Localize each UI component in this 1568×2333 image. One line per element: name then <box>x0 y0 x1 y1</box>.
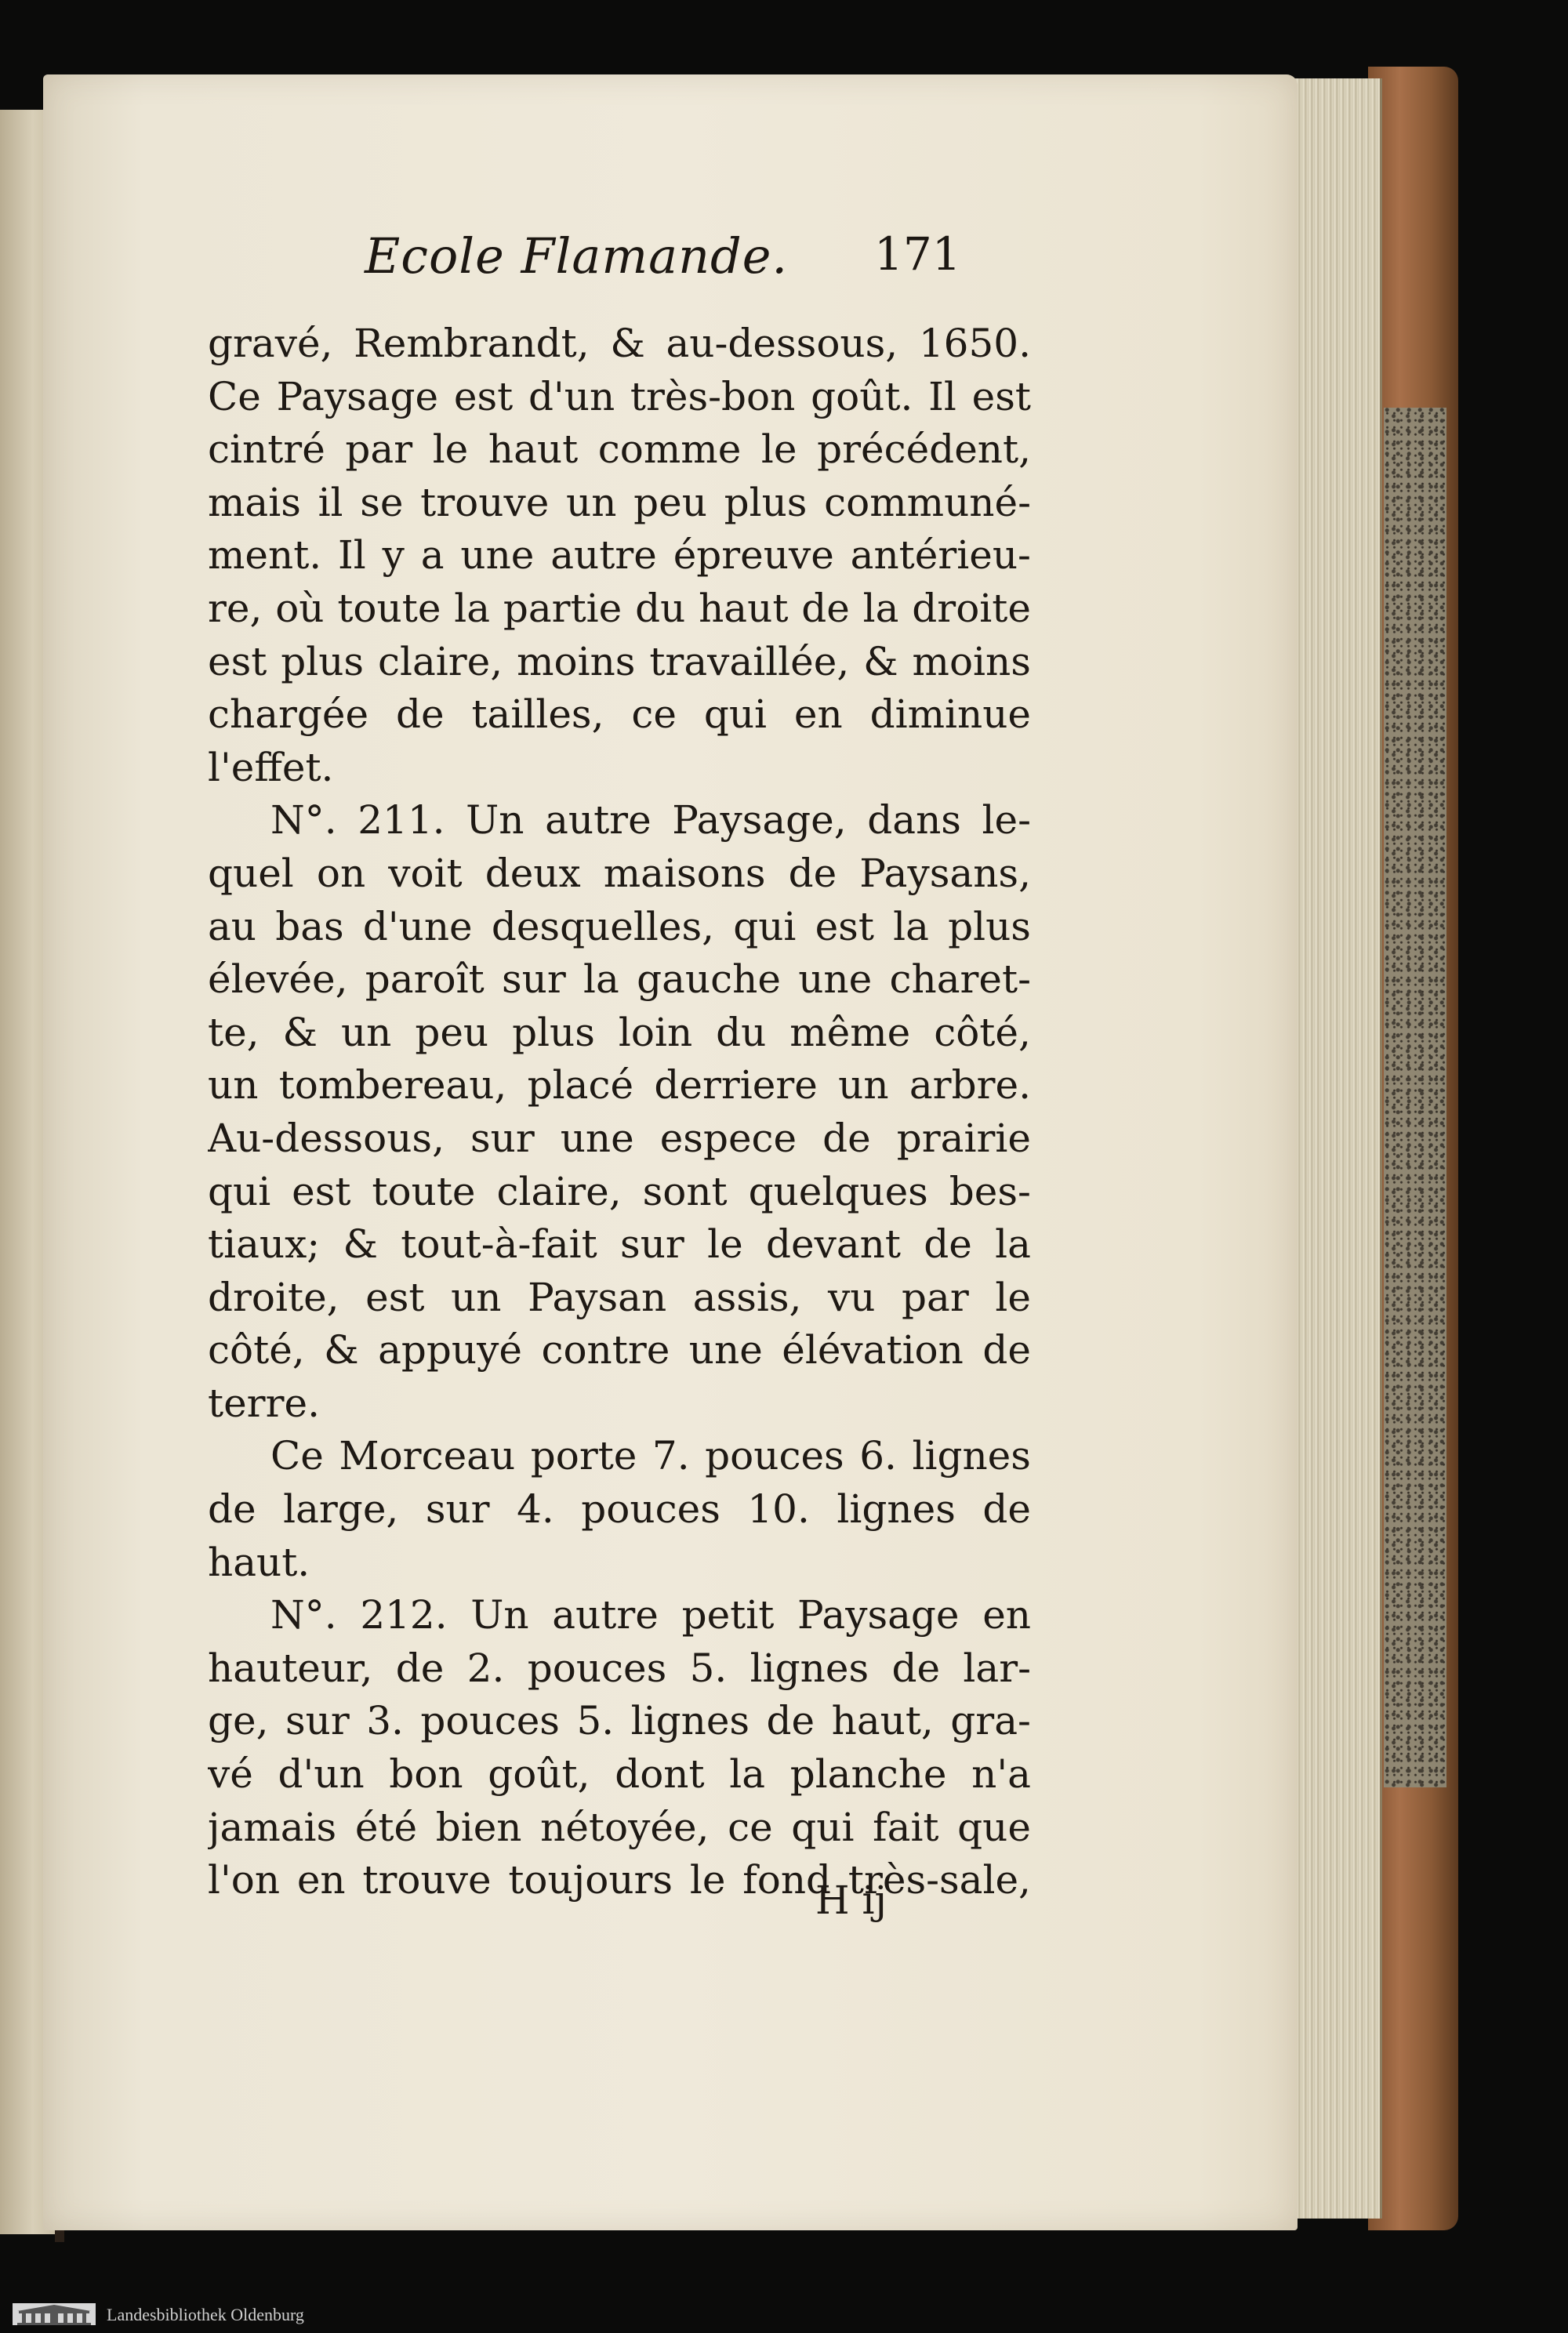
library-name: Landesbibliothek Oldenburg <box>107 2305 304 2324</box>
text-line: est plus claire, moins travaillée, & moins <box>208 638 1031 684</box>
text-line: N°. 212. Un autre petit Paysage en <box>270 1592 1031 1638</box>
page-header <box>0 227 1019 298</box>
text-line: l'on en trouve toujours le fond très-sale, <box>208 1857 1031 1903</box>
text-line: cintré par le haut comme le précédent, <box>208 426 1031 473</box>
text-line: te, & un peu plus loin du même côté, <box>208 1009 1031 1055</box>
text-line: tiaux; & tout-à-fait sur le devant de la <box>208 1221 1031 1268</box>
text-line: élevée, paroît sur la gauche une charet- <box>208 956 1031 1003</box>
text-line: gravé, Rembrandt, & au-dessous, 1650. <box>208 321 1031 366</box>
text-line: terre. <box>208 1380 320 1426</box>
text-line: re, où toute la partie du haut de la droite <box>208 585 1031 631</box>
text-line: mais il se trouve un peu plus communé- <box>208 479 1031 525</box>
library-building-icon <box>11 2302 97 2327</box>
text-line: au bas d'une desquelles, qui est la plus <box>208 903 1031 949</box>
text-line: côté, & appuyé contre une élévation de <box>208 1327 1031 1373</box>
text-line: Ce Paysage est d'un très-bon goût. Il est <box>208 373 1031 419</box>
text-line: un tombereau, placé derriere un arbre. <box>208 1062 1031 1108</box>
running-title: Ecole Flamande. <box>365 227 789 285</box>
text-line: ment. Il y a une autre épreuve antérieu- <box>208 532 1031 579</box>
body-text <box>208 317 1031 1907</box>
text-line: haut. <box>208 1539 310 1585</box>
text-line: l'effet. <box>208 744 334 790</box>
text-line: droite, est un Paysan assis, vu par le <box>208 1274 1031 1320</box>
text-line: ge, sur 3. pouces 5. lignes de haut, gra- <box>208 1698 1031 1744</box>
text-line: qui est toute claire, sont quelques bes- <box>208 1168 1031 1214</box>
text-line: de large, sur 4. pouces 10. lignes de <box>208 1486 1031 1533</box>
text-line: jamais été bien nétoyée, ce qui fait que <box>208 1804 1031 1850</box>
footer-bar <box>0 2295 1568 2333</box>
text-line: N°. 211. Un autre Paysage, dans le- <box>270 797 1031 844</box>
signature-mark: H ij <box>815 1878 887 1923</box>
text-line: vé d'un bon goût, dont la planche n'a <box>208 1751 1031 1798</box>
text-line: Ce Morceau porte 7. pouces 6. lignes <box>270 1433 1031 1479</box>
text-line: chargée de tailles, ce qui en diminue <box>208 691 1031 738</box>
text-line: quel on voit deux maisons de Paysans, <box>208 850 1031 896</box>
text-line: hauteur, de 2. pouces 5. lignes de lar- <box>208 1645 1031 1691</box>
marbled-edge <box>1384 408 1446 1787</box>
text-line: Au-dessous, sur une espece de prairie <box>208 1115 1031 1161</box>
page-number: 171 <box>874 227 961 281</box>
